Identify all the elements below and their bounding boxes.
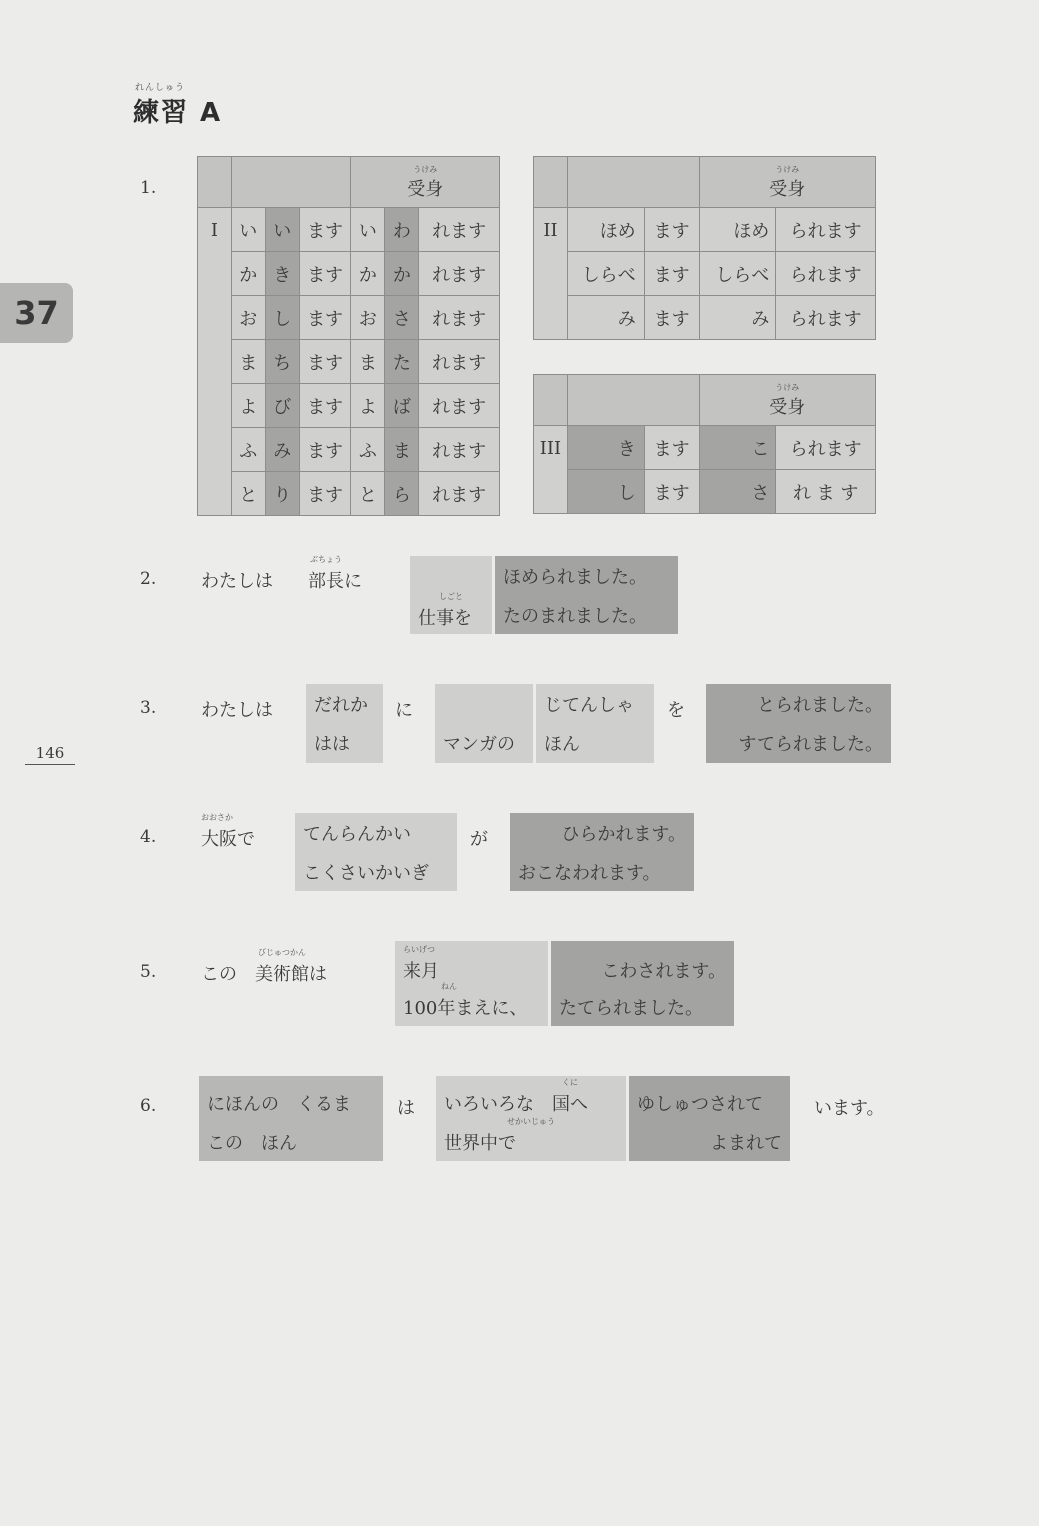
group1-roman: I xyxy=(198,208,232,516)
g3-masu: ます xyxy=(644,426,699,470)
ex2-agent-text: 部長 xyxy=(308,571,344,592)
group2-table xyxy=(533,156,876,340)
ex6-particle: は xyxy=(397,1098,415,1119)
ex2-agent-ruby: ぶちょう xyxy=(310,555,342,564)
ex6-place2 xyxy=(444,1116,618,1155)
g1-i-ending: み xyxy=(265,428,299,472)
ex4-verb1: ひらかれます。 xyxy=(561,823,686,845)
ex6-place1-text: 国へ xyxy=(552,1094,588,1116)
ex2-agent xyxy=(308,555,344,593)
group2-header-cell xyxy=(534,157,568,208)
ex2-verb-box xyxy=(495,556,678,634)
g1-stem: よ xyxy=(351,384,385,428)
ex3-agent1: だれか xyxy=(314,694,368,716)
g1-stem: ふ xyxy=(351,428,385,472)
ex3-subject: わたしは xyxy=(201,700,273,721)
g2-passive-ending: られます xyxy=(776,252,876,296)
chapter-tab: 37 xyxy=(0,283,73,343)
ex5-subject-post: は xyxy=(309,964,327,985)
ex2-obj2-ruby: しごと xyxy=(439,592,463,601)
g1-stem: か xyxy=(351,252,385,296)
g3-passive-ending: られます xyxy=(776,426,876,470)
passive-ruby: うけみ xyxy=(775,165,800,174)
g1-masu: ます xyxy=(299,296,351,340)
g1-i-ending: し xyxy=(265,296,299,340)
g2-stem: ほめ xyxy=(699,208,776,252)
ex3-mod2: マンガの xyxy=(443,734,515,755)
ex4-place xyxy=(201,813,255,851)
exercise-2-number: 2. xyxy=(140,569,157,589)
group3-table xyxy=(533,374,876,514)
ex6-verb1: ゆしゅつされて xyxy=(637,1094,763,1116)
ex4-particle: が xyxy=(470,829,488,850)
g3-stem: き xyxy=(567,426,644,470)
g1-passive-ending: れます xyxy=(419,208,500,252)
ex3-noun1: じてんしゃ xyxy=(544,694,634,716)
g1-stem: か xyxy=(231,252,265,296)
g2-stem: ほめ xyxy=(567,208,644,252)
g2-stem: しらべ xyxy=(567,252,644,296)
g1-a-ending: か xyxy=(385,252,419,296)
group2-header-masu xyxy=(567,157,699,208)
ex5-time1-ruby: らいげつ xyxy=(403,944,435,954)
exercise-4-number: 4. xyxy=(140,827,157,847)
ex3-verb-box xyxy=(706,684,891,763)
ex5-subject xyxy=(255,948,309,986)
group1-header-masu xyxy=(231,157,351,208)
exercise-6-number: 6. xyxy=(140,1096,157,1116)
ex2-particle: に xyxy=(344,571,362,592)
group2-header-passive xyxy=(699,157,875,208)
g1-passive-ending: れます xyxy=(419,472,500,516)
g2-masu: ます xyxy=(644,296,699,340)
ex3-verb1: とられました。 xyxy=(757,694,883,716)
ex5-subject-pre: この xyxy=(201,964,237,985)
g2-stem: しらべ xyxy=(699,252,776,296)
ex4-verb-box xyxy=(510,813,694,891)
g1-stem: い xyxy=(351,208,385,252)
g1-a-ending: ま xyxy=(385,428,419,472)
ex6-verb2: よまれて xyxy=(710,1132,782,1154)
g3-stem: さ xyxy=(699,470,776,514)
g3-stem: し xyxy=(567,470,644,514)
g2-stem: み xyxy=(699,296,776,340)
g1-a-ending: ば xyxy=(385,384,419,428)
ex3-agent2: はは xyxy=(314,734,350,756)
ex4-verb2: おこなわれます。 xyxy=(518,862,661,884)
ex5-verb-box xyxy=(551,941,734,1026)
g2-masu: ます xyxy=(644,208,699,252)
g3-stem: こ xyxy=(699,426,776,470)
g3-passive-ending: れ ま す xyxy=(776,470,876,514)
ex5-verb1: こわされます。 xyxy=(601,960,726,982)
page-title: 練習 A xyxy=(133,98,223,128)
g1-a-ending: さ xyxy=(385,296,419,340)
group1-header-cell xyxy=(198,157,232,208)
g1-stem: と xyxy=(351,472,385,516)
g1-a-ending: ら xyxy=(385,472,419,516)
group3-header-masu xyxy=(567,375,699,426)
g1-i-ending: り xyxy=(265,472,299,516)
ex6-place-box xyxy=(436,1076,626,1161)
ex4-place-text: 大阪で xyxy=(201,829,255,850)
ex6-subject2: この ほん xyxy=(207,1132,297,1154)
g1-i-ending: ち xyxy=(265,340,299,384)
passive-ruby: うけみ xyxy=(775,383,800,392)
ex2-subject: わたしは xyxy=(201,571,273,592)
ex5-time2-text: 100年まえに、 xyxy=(403,998,528,1020)
g1-i-ending: び xyxy=(265,384,299,428)
g1-i-ending: き xyxy=(265,252,299,296)
ex5-subject-phrase xyxy=(201,948,327,986)
ex6-place2-text: 世界中で xyxy=(444,1132,516,1154)
g2-passive-ending: られます xyxy=(776,296,876,340)
g1-stem: お xyxy=(351,296,385,340)
g1-passive-ending: れます xyxy=(419,384,500,428)
g1-masu: ます xyxy=(299,208,351,252)
g1-passive-ending: れます xyxy=(419,252,500,296)
ex2-obj2-text: 仕事を xyxy=(418,608,472,629)
ex6-place1-ruby: くに xyxy=(562,1078,578,1088)
g1-stem: と xyxy=(231,472,265,516)
exercise-1-number: 1. xyxy=(140,178,157,198)
ex4-event-box xyxy=(295,813,457,891)
g3-masu: ます xyxy=(644,470,699,514)
ex3-noun2: ほん xyxy=(544,734,580,756)
group3-header-passive xyxy=(699,375,875,426)
ex2-agent-phrase xyxy=(308,555,362,593)
ex6-place1-pre: いろいろな xyxy=(444,1094,534,1116)
ex4-event1: てんらんかい xyxy=(303,823,411,845)
g1-stem: ふ xyxy=(231,428,265,472)
passive-ruby: うけみ xyxy=(413,165,438,174)
ex3-verb2: すてられました。 xyxy=(738,734,883,756)
g1-masu: ます xyxy=(299,472,351,516)
ex5-time1 xyxy=(403,944,540,983)
title-ruby: れんしゅう xyxy=(135,83,186,93)
ex5-time2-ruby: ねん xyxy=(441,982,457,992)
ex4-place-ruby: おおさか xyxy=(201,813,233,822)
group3-header-cell xyxy=(534,375,568,426)
ex2-verb2: たのまれました。 xyxy=(503,605,647,627)
ex2-verb1: ほめられました。 xyxy=(503,566,647,588)
g1-a-ending: た xyxy=(385,340,419,384)
ex4-place-phrase xyxy=(201,813,255,851)
group3-roman: III xyxy=(534,426,568,514)
g1-stem: お xyxy=(231,296,265,340)
g1-masu: ます xyxy=(299,252,351,296)
ex5-verb2: たてられました。 xyxy=(559,998,703,1020)
exercise-5-number: 5. xyxy=(140,962,157,982)
ex5-subject-ruby: びじゅつかん xyxy=(258,948,306,957)
g1-stem: ま xyxy=(231,340,265,384)
ex6-verb-box xyxy=(629,1076,790,1161)
passive-label: 受身 xyxy=(769,397,806,418)
group1-table xyxy=(197,156,500,516)
ex6-subject1: にほんの くるま xyxy=(207,1094,351,1116)
g1-masu: ます xyxy=(299,428,351,472)
g1-stem: ま xyxy=(351,340,385,384)
ex6-place2-ruby: せかいじゅう xyxy=(507,1116,555,1126)
ex6-subject-box xyxy=(199,1076,383,1161)
g1-passive-ending: れます xyxy=(419,296,500,340)
ex3-noun-box xyxy=(536,684,654,763)
ex5-time2 xyxy=(403,982,540,1020)
g2-passive-ending: られます xyxy=(776,208,876,252)
ex6-ending: います。 xyxy=(814,1098,885,1119)
g1-a-ending: わ xyxy=(385,208,419,252)
ex2-object-box xyxy=(410,556,492,634)
g1-i-ending: い xyxy=(265,208,299,252)
ex5-time-box xyxy=(395,941,548,1026)
ex6-place1 xyxy=(552,1078,588,1116)
g1-stem: よ xyxy=(231,384,265,428)
g1-passive-ending: れます xyxy=(419,340,500,384)
g1-masu: ます xyxy=(299,340,351,384)
g1-passive-ending: れます xyxy=(419,428,500,472)
g2-stem: み xyxy=(567,296,644,340)
exercise-3-number: 3. xyxy=(140,698,157,718)
ex3-modifier-box xyxy=(435,684,533,763)
ex3-particle2: を xyxy=(667,700,685,721)
ex2-obj2 xyxy=(418,592,484,630)
ex5-time1-text: 来月 xyxy=(403,960,439,982)
ex4-event2: こくさいかいぎ xyxy=(303,862,429,884)
g1-stem: い xyxy=(231,208,265,252)
ex5-subject-text: 美術館 xyxy=(255,964,309,985)
group2-roman: II xyxy=(534,208,568,340)
page-number: 146 xyxy=(25,744,75,765)
ex3-particle1: に xyxy=(395,700,413,721)
ex6-place1-line xyxy=(444,1078,618,1116)
passive-label: 受身 xyxy=(407,179,444,200)
group1-header-passive xyxy=(351,157,500,208)
ex3-agent-box xyxy=(306,684,383,763)
g1-masu: ます xyxy=(299,384,351,428)
g2-masu: ます xyxy=(644,252,699,296)
passive-label: 受身 xyxy=(769,179,806,200)
